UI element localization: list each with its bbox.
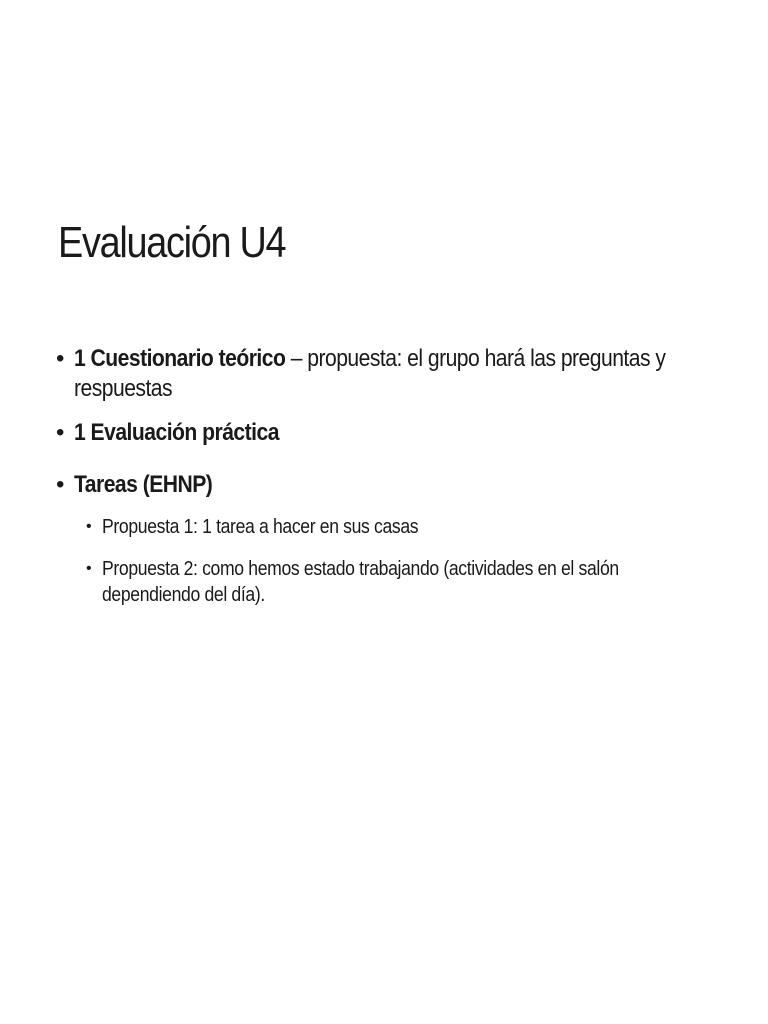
- bullet-item-cuestionario: [58, 344, 748, 404]
- bullet-glyph: •: [56, 471, 64, 498]
- slide-body: [58, 344, 748, 624]
- bullet-glyph: •: [56, 345, 64, 372]
- sub-bullet-propuesta-1: [58, 514, 748, 540]
- bullet-text: [74, 418, 743, 448]
- bullet-text: [74, 470, 743, 500]
- sub-bullet-glyph: •: [86, 560, 92, 577]
- bullet-rest-text: – propuesta: el grupo hará las preguntas y respuestas: [74, 345, 666, 402]
- bullet-item-evaluacion-practica: [58, 418, 748, 448]
- sub-bullet-text: Propuesta 2: como hemos estado trabajando (actividades en el salón dependiendo del día).: [102, 558, 619, 606]
- bullet-text: [74, 344, 743, 404]
- bullet-item-tareas: [58, 470, 748, 500]
- bullet-bold-text: 1 Evaluación práctica: [74, 419, 279, 446]
- sub-bullet-glyph: •: [86, 518, 92, 535]
- slide-title: Evaluación U4: [58, 218, 286, 267]
- bullet-bold-text: Tareas (EHNP): [74, 471, 213, 498]
- sub-bullet-text: Propuesta 1: 1 tarea a hacer en sus casas: [102, 516, 419, 538]
- bullet-glyph: •: [56, 419, 64, 446]
- bullet-bold-text: 1 Cuestionario teórico: [74, 345, 286, 372]
- sub-bullet-propuesta-2: [58, 556, 748, 608]
